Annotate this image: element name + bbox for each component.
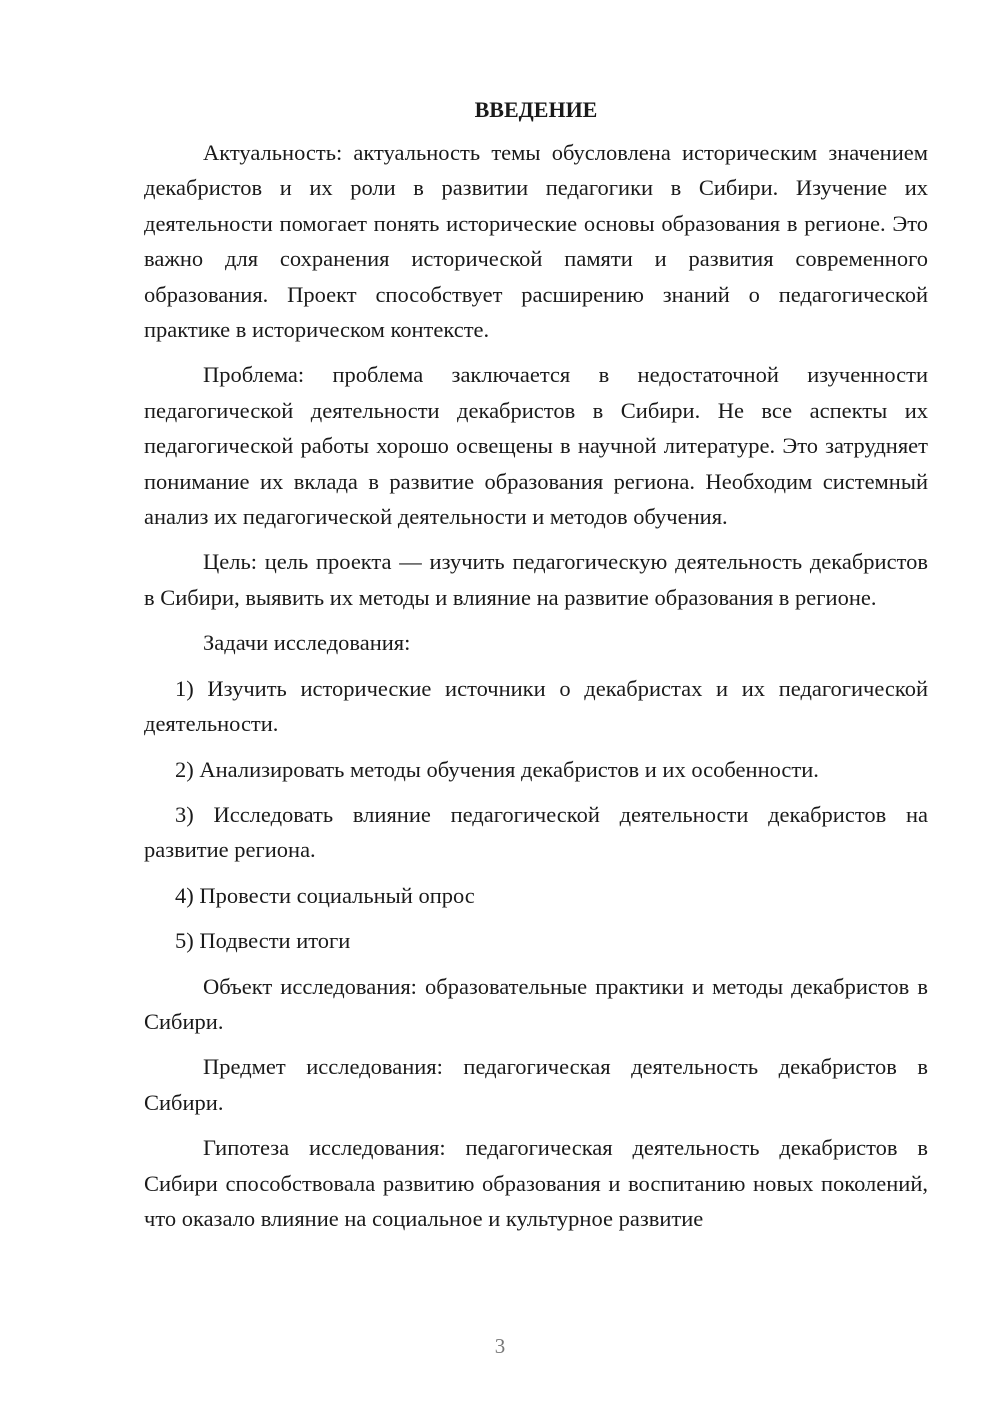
section-title: ВВЕДЕНИЕ xyxy=(474,97,598,122)
task-item-3: 3) Исследовать влияние педагогической деятельности декабристов на развитие региона. xyxy=(144,801,928,863)
problem-paragraph: Проблема: проблема заключается в недостаточной изученности педагогической деятельности декабристов в Сибири. Не все аспекты их педагогической работы хорошо освещены в научной литературе. Это затрудняет понимание их вклада в развитие образования региона. Необходим системный анализ их педагогической деятельности и методов обучения. xyxy=(144,362,928,530)
object-paragraph: Объект исследования: образовательные практики и методы декабристов в Сибири. xyxy=(144,973,928,1034)
goal-paragraph: Цель: цель проекта — изучить педагогическую деятельность декабристов в Сибири, выявить их методы и влияние на развитие образования в регионе. xyxy=(144,549,928,610)
relevance-paragraph: Актуальность: актуальность темы обусловлена историческим значением декабристов и их роли в развитии педагогики в Сибири. Изучение их деятельности помогает понять исторические основы образования в регионе. Это важно для сохранения исторической памяти и развития современного образования. Проект способствует расширению знаний о педагогической практике в историческом контексте. xyxy=(144,140,928,343)
subject-paragraph: Предмет исследования: педагогическая деятельность декабристов в Сибири. xyxy=(144,1054,928,1115)
tasks-heading: Задачи исследования: xyxy=(203,630,411,656)
task-item-2: 2) Анализировать методы обучения декабристов и их особенности. xyxy=(175,756,819,782)
page-number: 3 xyxy=(494,1334,506,1358)
task-item-4: 4) Провести социальный опрос xyxy=(175,882,475,908)
task-item-1: 1) Изучить исторические источники о декабристах и их педагогической деятельности. xyxy=(144,675,928,737)
task-item-5: 5) Подвести итоги xyxy=(175,928,351,954)
document-page xyxy=(144,96,928,1246)
hypothesis-paragraph: Гипотеза исследования: педагогическая деятельность декабристов в Сибири способствовала развитию образования и воспитанию новых поколений, что оказало влияние на социальное и культурное развитие xyxy=(144,1135,928,1231)
